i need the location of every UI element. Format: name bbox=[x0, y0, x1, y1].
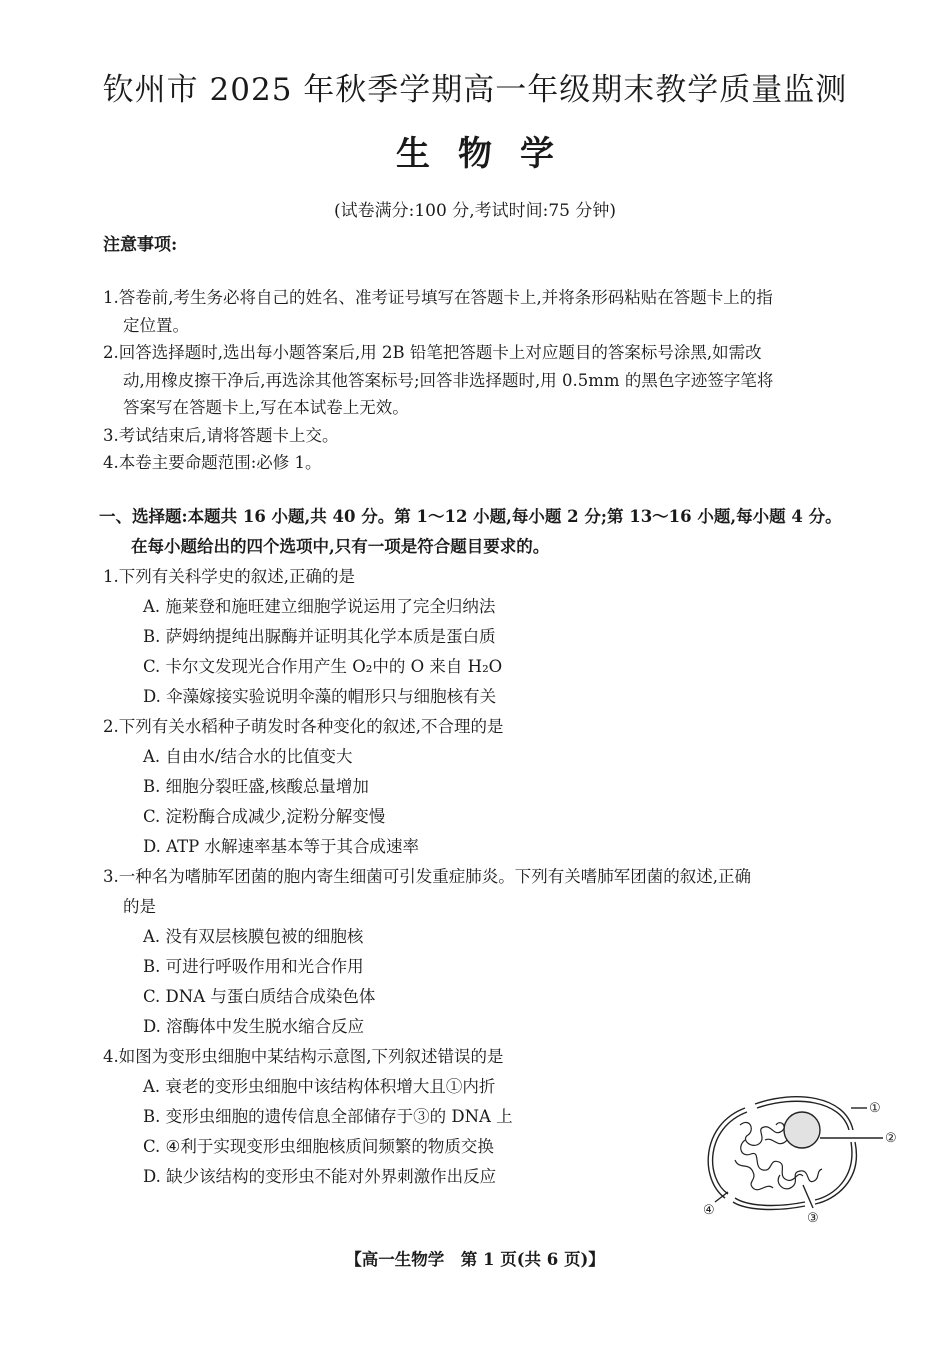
option: B. 变形虫细胞的遗传信息全部储存于③的 DNA 上 bbox=[143, 1107, 513, 1126]
option: C. ④利于实现变形虫细胞核质间频繁的物质交换 bbox=[143, 1137, 494, 1156]
nuclear-envelope-outer bbox=[708, 1097, 856, 1210]
subject-char: 物 bbox=[458, 134, 492, 174]
subject-title bbox=[0, 126, 950, 175]
option: A. 衰老的变形虫细胞中该结构体积增大且①内折 bbox=[143, 1077, 496, 1096]
option: A. 没有双层核膜包被的细胞核 bbox=[143, 927, 364, 946]
section-heading: 一、选择题:本题共 16 小题,共 40 分。第 1～12 小题,每小题 2 分;第 13～16 小题,每小题 4 分。 bbox=[99, 507, 842, 526]
label-4: ④ bbox=[703, 1203, 715, 1218]
subject-char: 生 bbox=[396, 134, 430, 174]
question-stem: 1.下列有关科学史的叙述,正确的是 bbox=[103, 567, 355, 586]
option: C. DNA 与蛋白质结合成染色体 bbox=[143, 987, 376, 1006]
note-line: 定位置。 bbox=[123, 315, 189, 335]
note-line: 3.考试结束后,请将答题卡上交。 bbox=[103, 425, 339, 445]
question-stem: 4.如图为变形虫细胞中某结构示意图,下列叙述错误的是 bbox=[103, 1047, 504, 1066]
label-3: ③ bbox=[807, 1211, 819, 1226]
option: D. 伞藻嫁接实验说明伞藻的帽形只与细胞核有关 bbox=[143, 687, 497, 706]
label-2: ② bbox=[885, 1131, 897, 1146]
question-stem: 2.下列有关水稻种子萌发时各种变化的叙述,不合理的是 bbox=[103, 717, 504, 736]
note-line: 答案写在答题卡上,写在本试卷上无效。 bbox=[123, 398, 409, 417]
exam-info: (试卷满分:100 分,考试时间:75 分钟) bbox=[333, 201, 616, 221]
note-line: 动,用橡皮擦干净后,再选涂其他答案标号;回答非选择题时,用 0.5mm 的黑色字迹签字笔将 bbox=[123, 370, 774, 390]
nucleolus bbox=[784, 1112, 820, 1148]
notes-heading: 注意事项: bbox=[103, 235, 178, 255]
page-footer: 【高一生物学 第 1 页(共 6 页)】 bbox=[345, 1250, 605, 1269]
option: B. 可进行呼吸作用和光合作用 bbox=[143, 957, 364, 976]
option: A. 施莱登和施旺建立细胞学说运用了完全归纳法 bbox=[143, 597, 496, 616]
section-instructions: 在每小题给出的四个选项中,只有一项是符合题目要求的。 bbox=[131, 537, 550, 556]
nuclear-envelope-inner bbox=[713, 1101, 852, 1205]
question-stem: 3.一种名为嗜肺军团菌的胞内寄生细菌可引发重症肺炎。下列有关嗜肺军团菌的叙述,正确 bbox=[103, 867, 751, 886]
option: B. 细胞分裂旺盛,核酸总量增加 bbox=[143, 777, 369, 796]
option: C. 淀粉酶合成减少,淀粉分解变慢 bbox=[143, 807, 386, 826]
option: D. ATP 水解速率基本等于其合成速率 bbox=[143, 837, 419, 856]
option: D. 缺少该结构的变形虫不能对外界刺激作出反应 bbox=[143, 1167, 497, 1186]
option: B. 萨姆纳提纯出脲酶并证明其化学本质是蛋白质 bbox=[143, 627, 496, 646]
option: A. 自由水/结合水的比值变大 bbox=[143, 747, 353, 766]
subject-char: 学 bbox=[520, 134, 554, 174]
note-line: 1.答卷前,考生务必将自己的姓名、准考证号填写在答题卡上,并将条形码粘贴在答题卡上的指 bbox=[103, 288, 773, 307]
nucleus-diagram bbox=[695, 1080, 915, 1230]
option: C. 卡尔文发现光合作用产生 O₂中的 O 来自 H₂O bbox=[143, 657, 503, 676]
note-line: 2.回答选择题时,选出每小题答案后,用 2B 铅笔把答题卡上对应题目的答案标号涂黑,如需改 bbox=[103, 343, 762, 362]
question-stem: 的是 bbox=[123, 897, 156, 916]
note-line: 4.本卷主要命题范围:必修 1。 bbox=[103, 453, 322, 472]
exam-title: 钦州市 2025 年秋季学期高一年级期末教学质量监测 bbox=[102, 72, 848, 108]
label-1: ① bbox=[869, 1101, 881, 1116]
notes-list bbox=[103, 284, 903, 477]
option: D. 溶酶体中发生脱水缩合反应 bbox=[143, 1017, 365, 1036]
